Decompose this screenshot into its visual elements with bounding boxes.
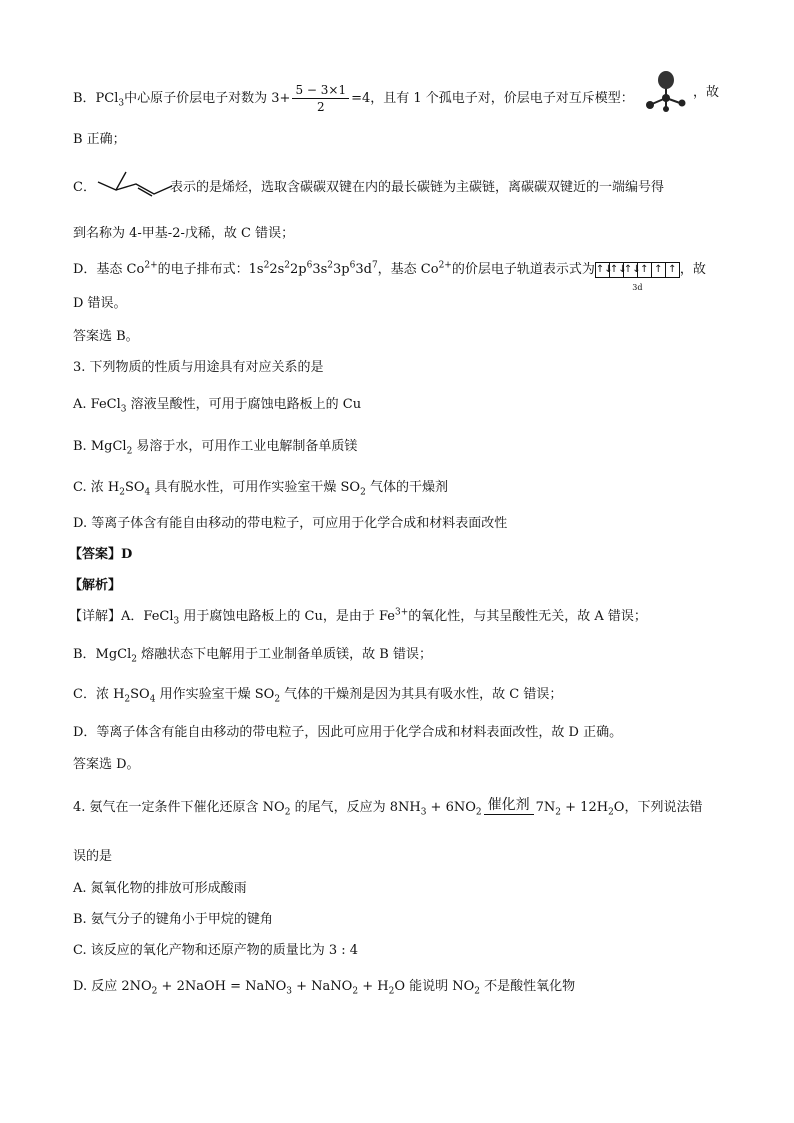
text: 具有脱水性，可用作实验室干燥 SO — [150, 480, 361, 495]
subscript: 3 — [118, 98, 125, 109]
subscript: 2 — [124, 694, 131, 705]
superscript: 6 — [306, 260, 313, 271]
subscript: 3 — [173, 616, 180, 627]
text: 用于腐蚀电路板上的 Cu，是由于 Fe — [179, 609, 395, 624]
text: 的电子排布式：1s — [157, 262, 264, 277]
text: O，下列说法错 — [613, 800, 703, 815]
text: =4，且有 1 个孤电子对，价层电子对互斥模型： — [351, 91, 634, 106]
answer-2: 答案选 D。 — [73, 757, 140, 772]
fraction — [292, 82, 349, 115]
q4-option-a: A. 氮氧化物的排放可形成酸雨 — [73, 881, 247, 896]
superscript: 2 — [263, 260, 270, 271]
subscript: 2 — [555, 807, 562, 818]
text: O 能说明 NO — [394, 979, 475, 994]
text: 熔融状态下电解用于工业制备单质镁，故 B 错误； — [137, 647, 432, 662]
q4-option-d — [73, 978, 575, 996]
text: D. 反应 2NO — [73, 979, 152, 994]
orbital-box: ↑ — [668, 263, 677, 275]
subscript: 3 — [420, 807, 427, 818]
q4-option-b: B. 氨气分子的键角小于甲烷的键角 — [73, 912, 273, 927]
superscript: 6 — [349, 260, 356, 271]
superscript: 2 — [327, 260, 334, 271]
text: C. 浓 H — [73, 480, 120, 495]
text: C．浓 H — [73, 687, 125, 702]
text: 不是酸性氧化物 — [480, 979, 576, 994]
text: SO — [124, 480, 145, 495]
subscript: 2 — [151, 986, 158, 997]
explain-a — [69, 608, 647, 626]
option-b-line-2: B 正确； — [73, 132, 126, 147]
text: 易溶于水，可用作工业电解制备单质镁 — [132, 439, 358, 454]
option-b-line-1 — [73, 82, 634, 115]
text: 气体的干燥剂是因为其具有吸水性，故 C 错误； — [280, 687, 563, 702]
subscript: 2 — [126, 446, 133, 457]
orbital-box: ↑ — [638, 263, 652, 277]
text: + H — [358, 979, 389, 994]
q3-option-a — [73, 396, 361, 414]
subscript: 2 — [360, 487, 366, 498]
text: ，故 — [693, 85, 720, 100]
subscript: 2 — [474, 986, 481, 997]
subscript: 2 — [119, 487, 125, 498]
text: + 6NO — [426, 800, 476, 815]
text: + 2NaOH = NaNO — [157, 979, 287, 994]
text: 的氧化性，与其呈酸性无关，故 A 错误； — [408, 609, 647, 624]
option-c-line-2: 到名称为 4-甲基-2-戊稀，故 C 错误； — [73, 226, 295, 241]
text: 的尾气，反应为 8NH — [290, 800, 421, 815]
option-d-line-2: D 错误。 — [73, 296, 127, 311]
catalyst-label: 催化剂 — [484, 796, 534, 815]
text: 用作实验室干燥 SO — [155, 687, 275, 702]
text: SO — [130, 687, 150, 702]
text: ，故 — [679, 262, 706, 277]
q3-option-c — [73, 479, 448, 497]
superscript: 2+ — [438, 260, 452, 271]
subscript: 2 — [388, 986, 395, 997]
subscript: 2 — [475, 807, 482, 818]
text: D．基态 Co — [73, 262, 145, 277]
text: B. MgCl — [73, 439, 127, 454]
text: 3s — [312, 262, 328, 277]
text: 3d — [355, 262, 372, 277]
text: 2s — [269, 262, 285, 277]
alkene-skeletal-formula-icon — [96, 166, 174, 198]
text: 4. 氨气在一定条件下催化还原含 NO — [73, 800, 285, 815]
text: A. FeCl — [73, 397, 121, 412]
q3-option-d: D. 等离子体含有能自由移动的带电粒子，可应用于化学合成和材料表面改性 — [73, 516, 508, 531]
subscript: 3 — [286, 986, 293, 997]
superscript: 2 — [284, 260, 290, 271]
question-4-line-1 — [73, 796, 702, 819]
text: + NaNO — [292, 979, 353, 994]
orbital-box: ↑↓ — [623, 263, 641, 275]
fraction-denominator: 2 — [316, 100, 325, 114]
text: B．MgCl — [73, 647, 132, 662]
text: B．PCl — [73, 91, 119, 106]
orbital-boxes — [595, 262, 680, 278]
orbital-box: ↑↓ — [595, 263, 613, 275]
question-4-line-2: 误的是 — [73, 849, 113, 864]
vsepr-model-icon — [642, 70, 688, 112]
text: 表示的是烯烃，选取含碳碳双键在内的最长碳链为主碳链，离碳碳双键近的一端编号得 — [169, 180, 664, 195]
q3-option-b — [73, 438, 357, 456]
answer-tag: 【答案】D — [69, 547, 133, 562]
superscript: 2+ — [144, 260, 158, 271]
subscript: 4 — [144, 487, 151, 498]
text: C． — [73, 180, 96, 195]
reaction-arrow-catalyst — [484, 796, 534, 819]
question-3: 3. 下列物质的性质与用途具有对应关系的是 — [73, 360, 324, 375]
q4-option-c: C. 该反应的氧化产物和还原产物的质量比为 3 : 4 — [73, 943, 359, 958]
subscript: 2 — [284, 807, 291, 818]
explain-b — [73, 646, 432, 664]
text: 2p — [290, 262, 307, 277]
answer-1: 答案选 B。 — [73, 329, 139, 344]
orbital-box: ↑ — [652, 263, 666, 277]
text: 【详解】A．FeCl — [69, 609, 174, 624]
subscript: 4 — [149, 694, 156, 705]
subscript: 2 — [274, 694, 281, 705]
text: + 12H — [561, 800, 609, 815]
text: 3p — [333, 262, 350, 277]
superscript: 3+ — [394, 607, 409, 618]
subscript: 2 — [608, 807, 614, 818]
analysis-tag: 【解析】 — [69, 578, 122, 593]
orbital-diagram — [595, 262, 680, 292]
orbital-box: ↑↓ — [609, 263, 627, 275]
explain-d: D．等离子体含有能自由移动的带电粒子，因此可应用于化学合成和材料表面改性，故 D 正确。 — [73, 725, 623, 740]
explain-c — [73, 686, 562, 704]
text: 气体的干燥剂 — [365, 480, 448, 495]
text: 溶液呈酸性，可用于腐蚀电路板上的 Cu — [126, 397, 362, 412]
option-d-line-1 — [73, 260, 706, 292]
subscript: 2 — [352, 986, 359, 997]
subscript: 2 — [131, 654, 138, 665]
superscript: 7 — [371, 260, 378, 271]
text: ，基态 Co — [377, 262, 439, 277]
text: 7N — [535, 800, 556, 815]
text: 的价层电子轨道表示式为 — [451, 262, 595, 277]
subscript: 3 — [120, 404, 127, 415]
text: 中心原子价层电子对数为 3+ — [124, 91, 291, 106]
fraction-numerator: 5 − 3×1 — [292, 82, 349, 99]
option-b-line-1-end — [693, 84, 719, 102]
orbital-label: 3d — [632, 282, 643, 292]
